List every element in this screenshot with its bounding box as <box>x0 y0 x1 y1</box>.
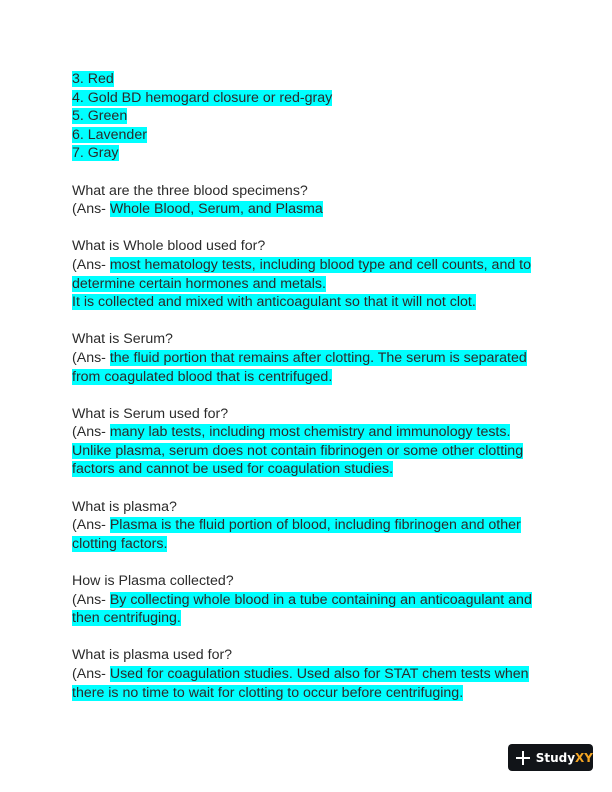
answer-line: (Ans- the fluid portion that remains after clotting. The serum is separated <box>72 349 527 366</box>
answer-line: there is no time to wait for clotting to occur before centrifuging. <box>72 684 464 701</box>
answer-line: (Ans- most hematology tests, including blood type and cell counts, and to <box>72 256 531 273</box>
answer-prefix: (Ans- <box>72 424 110 441</box>
question: What is Serum? <box>72 331 173 348</box>
list-item: 5. Green <box>72 108 128 125</box>
list-item: 3. Red <box>72 71 114 87</box>
list-item: 6. Lavender <box>72 126 147 143</box>
answer-prefix: (Ans- <box>72 201 110 218</box>
answer-line: (Ans- Used for coagulation studies. Used also for STAT chem tests when <box>72 666 529 682</box>
answer-line: then centrifuging. <box>72 610 181 627</box>
qa-block <box>72 237 542 311</box>
qa-block <box>72 572 542 628</box>
answer-line: factors and cannot be used for coagulation studies. <box>72 461 394 478</box>
document-page <box>72 70 542 702</box>
answer-line: (Ans- Whole Blood, Serum, and Plasma <box>72 201 323 218</box>
question: What is plasma? <box>72 498 177 515</box>
question: What is Serum used for? <box>72 405 229 422</box>
qa-block <box>72 405 542 479</box>
question: What is Whole blood used for? <box>72 238 266 255</box>
list-item: 7. Gray <box>72 145 119 162</box>
qa-block <box>72 646 542 702</box>
qa-block <box>72 330 542 386</box>
list-item: 4. Gold BD hemogard closure or red-gray <box>72 89 333 106</box>
studyxy-logo-badge[interactable] <box>508 744 593 771</box>
tube-color-list <box>72 70 542 163</box>
plus-icon <box>516 751 530 765</box>
qa-block <box>72 182 542 219</box>
answer-line: (Ans- many lab tests, including most chemistry and immunology tests. <box>72 424 511 441</box>
answer-prefix: (Ans- <box>72 256 110 273</box>
answer-prefix: (Ans- <box>72 666 110 682</box>
answer-prefix: (Ans- <box>72 349 110 366</box>
question: What is plasma used for? <box>72 647 233 664</box>
brand-name: StudyXY <box>535 750 593 765</box>
answer-prefix: (Ans- <box>72 517 110 534</box>
answer-line: determine certain hormones and metals. <box>72 275 326 292</box>
answer-line: clotting factors. <box>72 535 168 552</box>
answer-line: (Ans- By collecting whole blood in a tube containing an anticoagulant and <box>72 591 532 608</box>
qa-block <box>72 498 542 554</box>
answer-line: (Ans- Plasma is the fluid portion of blood, including fibrinogen and other <box>72 517 521 534</box>
question: How is Plasma collected? <box>72 573 234 590</box>
answer-prefix: (Ans- <box>72 591 110 608</box>
answer-line: Unlike plasma, serum does not contain fibrinogen or some other clotting <box>72 442 524 459</box>
answer-line: from coagulated blood that is centrifuged. <box>72 368 333 385</box>
question: What are the three blood specimens? <box>72 182 308 199</box>
answer-line: It is collected and mixed with anticoagulant so that it will not clot. <box>72 294 476 311</box>
